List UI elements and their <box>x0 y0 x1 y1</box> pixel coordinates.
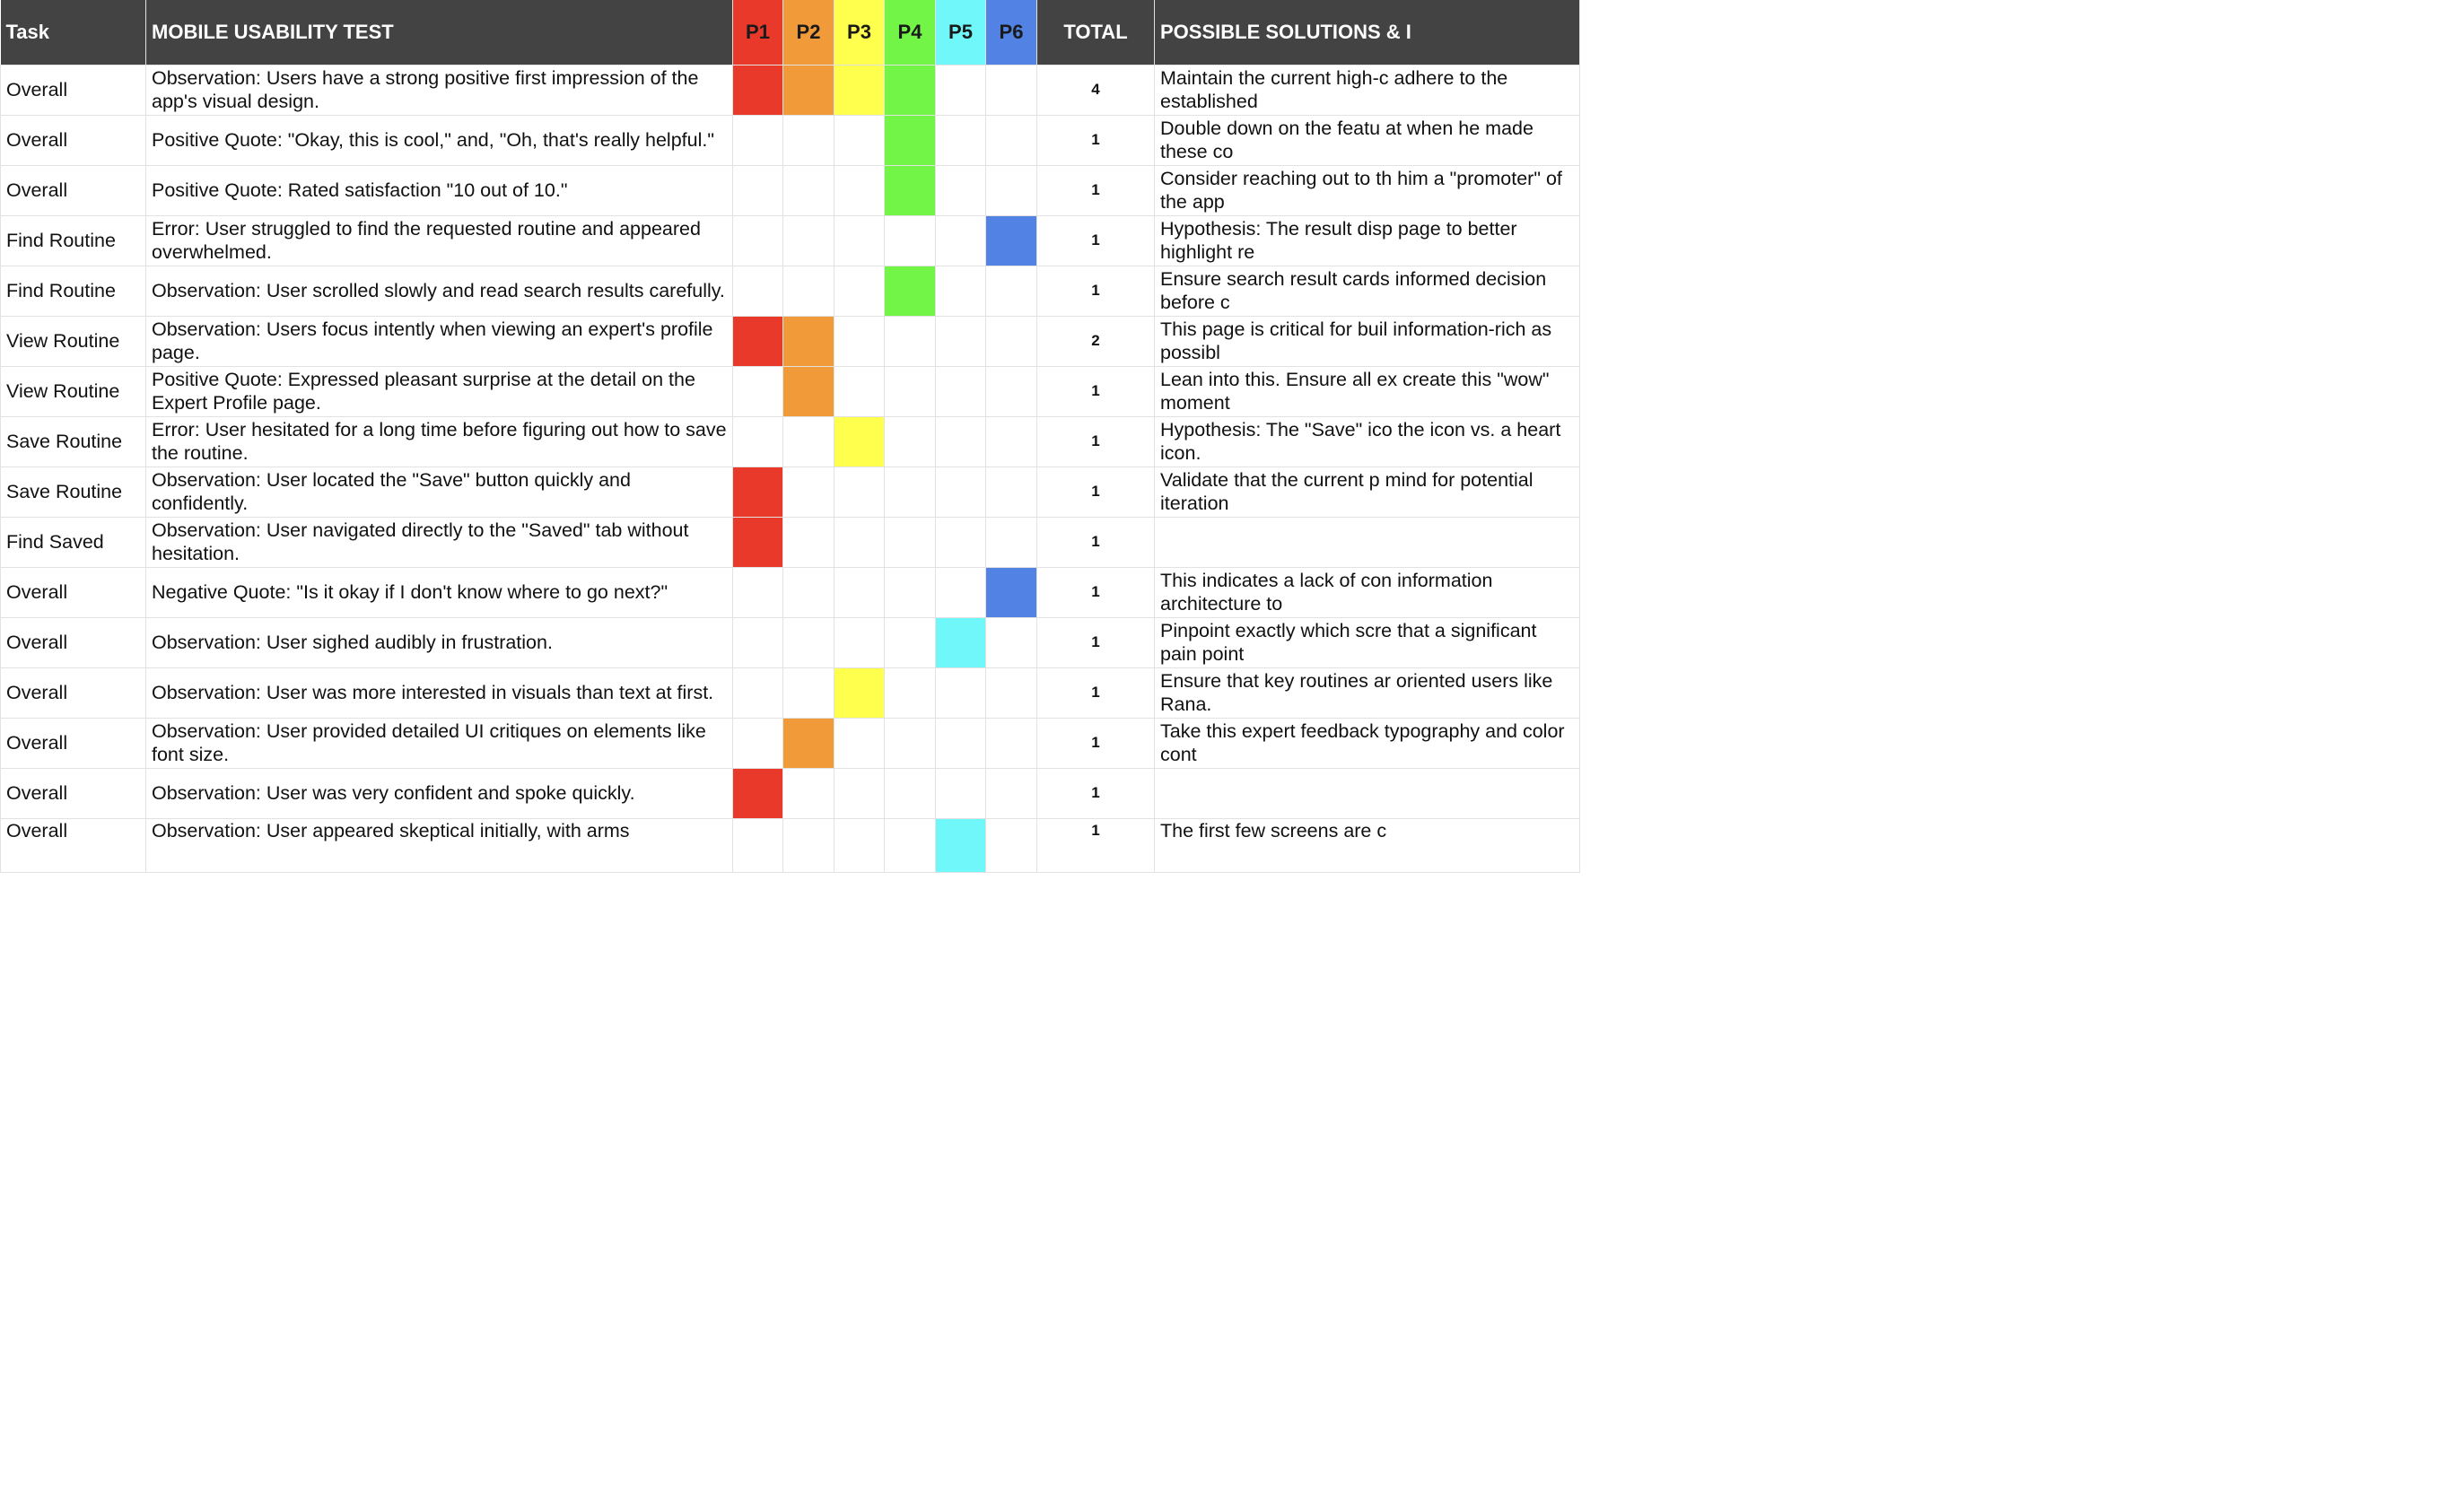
table-row <box>1 466 1580 517</box>
participant-cell-p4[interactable] <box>885 115 936 165</box>
observation-cell[interactable]: Observation: User appeared skeptical initially, with arms <box>146 818 733 872</box>
participant-cell-p2[interactable] <box>783 165 834 215</box>
participant-cell-p4[interactable] <box>885 165 936 215</box>
participant-cell-p5[interactable] <box>936 617 986 667</box>
participant-cell-p5[interactable] <box>936 416 986 466</box>
participant-cell-p5[interactable] <box>936 466 986 517</box>
solution-cell[interactable]: Double down on the featu at when he made these co <box>1155 115 1580 165</box>
participant-cell-p4[interactable] <box>885 366 936 416</box>
participant-cell-p5[interactable] <box>936 818 986 872</box>
task-cell[interactable]: View Routine <box>1 316 146 366</box>
solution-cell[interactable]: Lean into this. Ensure all ex create this "wow" moment <box>1155 366 1580 416</box>
table-row <box>1 667 1580 718</box>
observation-cell[interactable]: Observation: User was more interested in visuals than text at first. <box>146 667 733 718</box>
participant-cell-p6[interactable] <box>986 316 1037 366</box>
participant-cell-p2[interactable] <box>783 65 834 115</box>
total-cell[interactable]: 1 <box>1037 667 1155 718</box>
participant-cell-p1[interactable] <box>733 617 783 667</box>
participant-cell-p4[interactable] <box>885 768 936 818</box>
header-row <box>1 0 1580 65</box>
column-header-p6[interactable]: P6 <box>986 0 1037 65</box>
table-row <box>1 165 1580 215</box>
participant-cell-p2[interactable] <box>783 818 834 872</box>
participant-cell-p5[interactable] <box>936 667 986 718</box>
solution-cell[interactable] <box>1155 517 1580 567</box>
column-header-test[interactable]: MOBILE USABILITY TEST <box>146 0 733 65</box>
participant-cell-p1[interactable] <box>733 65 783 115</box>
total-cell[interactable]: 1 <box>1037 165 1155 215</box>
participant-cell-p3[interactable] <box>834 115 885 165</box>
total-cell[interactable]: 1 <box>1037 517 1155 567</box>
observation-cell[interactable]: Error: User struggled to find the requested routine and appeared overwhelmed. <box>146 215 733 266</box>
task-cell[interactable]: View Routine <box>1 366 146 416</box>
participant-cell-p6[interactable] <box>986 266 1037 316</box>
participant-cell-p1[interactable] <box>733 517 783 567</box>
participant-cell-p2[interactable] <box>783 266 834 316</box>
column-header-p3[interactable]: P3 <box>834 0 885 65</box>
participant-cell-p6[interactable] <box>986 517 1037 567</box>
participant-cell-p5[interactable] <box>936 165 986 215</box>
participant-cell-p1[interactable] <box>733 165 783 215</box>
usability-table <box>0 0 1580 873</box>
solution-cell[interactable]: Maintain the current high-c adhere to the established <box>1155 65 1580 115</box>
participant-cell-p5[interactable] <box>936 768 986 818</box>
solution-cell[interactable]: Ensure that key routines ar oriented users like Rana. <box>1155 667 1580 718</box>
task-cell[interactable]: Overall <box>1 818 146 872</box>
total-cell[interactable]: 1 <box>1037 718 1155 768</box>
column-header-total[interactable]: TOTAL <box>1037 0 1155 65</box>
participant-cell-p6[interactable] <box>986 65 1037 115</box>
column-header-task[interactable]: Task <box>1 0 146 65</box>
participant-cell-p4[interactable] <box>885 818 936 872</box>
observation-cell[interactable]: Observation: User sighed audibly in frustration. <box>146 617 733 667</box>
participant-cell-p3[interactable] <box>834 818 885 872</box>
participant-cell-p4[interactable] <box>885 517 936 567</box>
participant-cell-p1[interactable] <box>733 768 783 818</box>
observation-cell[interactable]: Error: User hesitated for a long time before figuring out how to save the routine. <box>146 416 733 466</box>
total-cell[interactable]: 1 <box>1037 416 1155 466</box>
participant-cell-p5[interactable] <box>936 316 986 366</box>
solution-cell[interactable]: Consider reaching out to th him a "promoter" of the app <box>1155 165 1580 215</box>
observation-cell[interactable]: Observation: User navigated directly to the "Saved" tab without hesitation. <box>146 517 733 567</box>
solution-cell[interactable]: Take this expert feedback typography and color cont <box>1155 718 1580 768</box>
column-header-p4[interactable]: P4 <box>885 0 936 65</box>
participant-cell-p5[interactable] <box>936 215 986 266</box>
participant-cell-p5[interactable] <box>936 366 986 416</box>
participant-cell-p3[interactable] <box>834 65 885 115</box>
participant-cell-p3[interactable] <box>834 517 885 567</box>
total-cell[interactable]: 1 <box>1037 818 1155 872</box>
solution-cell[interactable] <box>1155 768 1580 818</box>
solution-cell[interactable]: The first few screens are c <box>1155 818 1580 872</box>
table-row <box>1 768 1580 818</box>
participant-cell-p1[interactable] <box>733 567 783 617</box>
participant-cell-p1[interactable] <box>733 667 783 718</box>
participant-cell-p1[interactable] <box>733 266 783 316</box>
observation-cell[interactable]: Observation: User was very confident and spoke quickly. <box>146 768 733 818</box>
participant-cell-p2[interactable] <box>783 617 834 667</box>
participant-cell-p3[interactable] <box>834 366 885 416</box>
task-cell[interactable]: Save Routine <box>1 416 146 466</box>
participant-cell-p4[interactable] <box>885 667 936 718</box>
task-cell[interactable]: Overall <box>1 165 146 215</box>
participant-cell-p4[interactable] <box>885 617 936 667</box>
table-row <box>1 567 1580 617</box>
participant-cell-p3[interactable] <box>834 165 885 215</box>
participant-cell-p4[interactable] <box>885 567 936 617</box>
total-cell[interactable]: 1 <box>1037 567 1155 617</box>
spreadsheet-view <box>0 0 1565 851</box>
participant-cell-p6[interactable] <box>986 416 1037 466</box>
observation-cell[interactable]: Observation: Users focus intently when viewing an expert's profile page. <box>146 316 733 366</box>
participant-cell-p4[interactable] <box>885 266 936 316</box>
participant-cell-p6[interactable] <box>986 215 1037 266</box>
participant-cell-p4[interactable] <box>885 416 936 466</box>
participant-cell-p4[interactable] <box>885 65 936 115</box>
table-row <box>1 517 1580 567</box>
solution-cell[interactable]: Hypothesis: The "Save" ico the icon vs. a heart icon. <box>1155 416 1580 466</box>
task-cell[interactable]: Overall <box>1 617 146 667</box>
total-cell[interactable]: 1 <box>1037 466 1155 517</box>
total-cell[interactable]: 1 <box>1037 617 1155 667</box>
table-row <box>1 65 1580 115</box>
participant-cell-p3[interactable] <box>834 416 885 466</box>
participant-cell-p4[interactable] <box>885 215 936 266</box>
observation-cell[interactable]: Positive Quote: Rated satisfaction "10 out of 10." <box>146 165 733 215</box>
participant-cell-p6[interactable] <box>986 667 1037 718</box>
solution-cell[interactable]: Pinpoint exactly which scre that a significant pain point <box>1155 617 1580 667</box>
task-cell[interactable]: Overall <box>1 718 146 768</box>
task-cell[interactable]: Save Routine <box>1 466 146 517</box>
participant-cell-p2[interactable] <box>783 517 834 567</box>
task-cell[interactable]: Find Saved <box>1 517 146 567</box>
observation-cell[interactable]: Observation: User located the "Save" button quickly and confidently. <box>146 466 733 517</box>
solution-cell[interactable]: This page is critical for buil information-rich as possibl <box>1155 316 1580 366</box>
participant-cell-p1[interactable] <box>733 718 783 768</box>
participant-cell-p2[interactable] <box>783 366 834 416</box>
participant-cell-p3[interactable] <box>834 316 885 366</box>
participant-cell-p2[interactable] <box>783 567 834 617</box>
participant-cell-p2[interactable] <box>783 466 834 517</box>
participant-cell-p4[interactable] <box>885 718 936 768</box>
table-row <box>1 366 1580 416</box>
participant-cell-p2[interactable] <box>783 115 834 165</box>
task-cell[interactable]: Find Routine <box>1 215 146 266</box>
solution-cell[interactable]: Hypothesis: The result disp page to better highlight re <box>1155 215 1580 266</box>
observation-cell[interactable]: Observation: User provided detailed UI critiques on elements like font size. <box>146 718 733 768</box>
total-cell[interactable]: 4 <box>1037 65 1155 115</box>
solution-cell[interactable]: This indicates a lack of con information architecture to <box>1155 567 1580 617</box>
total-cell[interactable]: 1 <box>1037 215 1155 266</box>
participant-cell-p5[interactable] <box>936 266 986 316</box>
total-cell[interactable]: 1 <box>1037 266 1155 316</box>
table-row <box>1 818 1580 872</box>
participant-cell-p6[interactable] <box>986 165 1037 215</box>
table-row <box>1 316 1580 366</box>
table-row <box>1 115 1580 165</box>
observation-cell[interactable]: Observation: User scrolled slowly and read search results carefully. <box>146 266 733 316</box>
participant-cell-p2[interactable] <box>783 718 834 768</box>
participant-cell-p5[interactable] <box>936 115 986 165</box>
task-cell[interactable]: Overall <box>1 115 146 165</box>
participant-cell-p1[interactable] <box>733 416 783 466</box>
participant-cell-p6[interactable] <box>986 567 1037 617</box>
column-header-p1[interactable]: P1 <box>733 0 783 65</box>
participant-cell-p6[interactable] <box>986 115 1037 165</box>
task-cell[interactable]: Overall <box>1 567 146 617</box>
participant-cell-p5[interactable] <box>936 517 986 567</box>
participant-cell-p5[interactable] <box>936 718 986 768</box>
participant-cell-p2[interactable] <box>783 768 834 818</box>
total-cell[interactable]: 1 <box>1037 768 1155 818</box>
participant-cell-p5[interactable] <box>936 65 986 115</box>
table-row <box>1 266 1580 316</box>
observation-cell[interactable]: Negative Quote: "Is it okay if I don't know where to go next?" <box>146 567 733 617</box>
total-cell[interactable]: 1 <box>1037 366 1155 416</box>
total-cell[interactable]: 1 <box>1037 115 1155 165</box>
participant-cell-p3[interactable] <box>834 667 885 718</box>
observation-cell[interactable]: Positive Quote: "Okay, this is cool," and, "Oh, that's really helpful." <box>146 115 733 165</box>
observation-cell[interactable]: Positive Quote: Expressed pleasant surprise at the detail on the Expert Profile page. <box>146 366 733 416</box>
participant-cell-p1[interactable] <box>733 466 783 517</box>
participant-cell-p2[interactable] <box>783 667 834 718</box>
participant-cell-p2[interactable] <box>783 416 834 466</box>
participant-cell-p3[interactable] <box>834 768 885 818</box>
participant-cell-p4[interactable] <box>885 316 936 366</box>
task-cell[interactable]: Overall <box>1 65 146 115</box>
participant-cell-p1[interactable] <box>733 115 783 165</box>
table-row <box>1 215 1580 266</box>
participant-cell-p3[interactable] <box>834 567 885 617</box>
column-header-solutions[interactable]: POSSIBLE SOLUTIONS & I <box>1155 0 1580 65</box>
participant-cell-p4[interactable] <box>885 466 936 517</box>
participant-cell-p2[interactable] <box>783 215 834 266</box>
solution-cell[interactable]: Validate that the current p mind for potential iteration <box>1155 466 1580 517</box>
participant-cell-p5[interactable] <box>936 567 986 617</box>
participant-cell-p3[interactable] <box>834 718 885 768</box>
table-row <box>1 617 1580 667</box>
task-cell[interactable]: Overall <box>1 768 146 818</box>
task-cell[interactable]: Find Routine <box>1 266 146 316</box>
task-cell[interactable]: Overall <box>1 667 146 718</box>
participant-cell-p6[interactable] <box>986 366 1037 416</box>
participant-cell-p2[interactable] <box>783 316 834 366</box>
participant-cell-p6[interactable] <box>986 466 1037 517</box>
participant-cell-p6[interactable] <box>986 617 1037 667</box>
participant-cell-p3[interactable] <box>834 215 885 266</box>
table-row <box>1 718 1580 768</box>
participant-cell-p3[interactable] <box>834 617 885 667</box>
participant-cell-p1[interactable] <box>733 366 783 416</box>
participant-cell-p6[interactable] <box>986 718 1037 768</box>
participant-cell-p3[interactable] <box>834 266 885 316</box>
participant-cell-p1[interactable] <box>733 316 783 366</box>
participant-cell-p6[interactable] <box>986 818 1037 872</box>
column-header-p5[interactable]: P5 <box>936 0 986 65</box>
participant-cell-p1[interactable] <box>733 215 783 266</box>
participant-cell-p3[interactable] <box>834 466 885 517</box>
participant-cell-p6[interactable] <box>986 768 1037 818</box>
column-header-p2[interactable]: P2 <box>783 0 834 65</box>
observation-cell[interactable]: Observation: Users have a strong positive first impression of the app's visual design. <box>146 65 733 115</box>
total-cell[interactable]: 2 <box>1037 316 1155 366</box>
table-row <box>1 416 1580 466</box>
solution-cell[interactable]: Ensure search result cards informed decision before c <box>1155 266 1580 316</box>
participant-cell-p1[interactable] <box>733 818 783 872</box>
